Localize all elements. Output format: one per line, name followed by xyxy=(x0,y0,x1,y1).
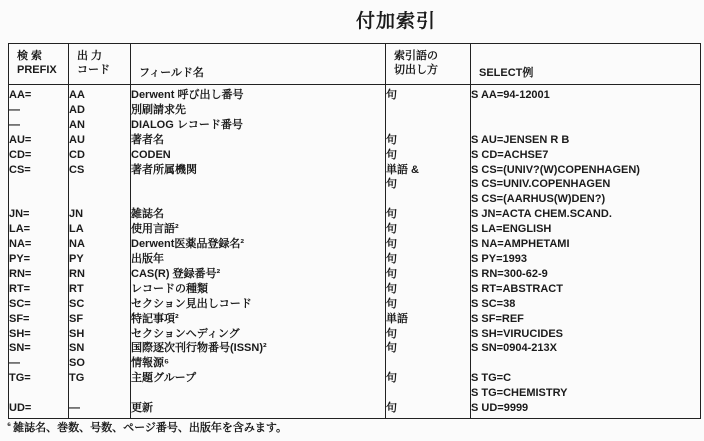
parsing-cell: 単語 & xyxy=(386,163,471,178)
parsing-cell xyxy=(386,386,471,401)
parsing-cell: 句 xyxy=(386,177,471,192)
output-code-cell: TG xyxy=(69,371,131,386)
output-code-cell: CS xyxy=(69,163,131,178)
output-code-cell: AU xyxy=(69,133,131,148)
col-header-search-prefix-en: PREFIX xyxy=(17,64,57,76)
table-row xyxy=(9,222,701,237)
output-code-cell xyxy=(69,192,131,207)
col-header-select-example: SELECT例 xyxy=(471,44,701,85)
field-name-cell: Derwent 呼び出し番号 xyxy=(131,85,386,103)
parsing-cell xyxy=(386,103,471,118)
col-header-output-code-line2: コード xyxy=(77,64,110,76)
col-header-parsing-line1: 索引語の xyxy=(394,50,438,62)
select-example-cell: S SC=38 xyxy=(471,297,701,312)
field-name-cell: 雑誌名 xyxy=(131,207,386,222)
parsing-cell: 句 xyxy=(386,133,471,148)
table-row xyxy=(9,356,701,371)
search-prefix-cell: SN= xyxy=(9,341,69,356)
table-row xyxy=(9,282,701,297)
output-code-cell: CD xyxy=(69,148,131,163)
parsing-cell: 句 xyxy=(386,371,471,386)
select-example-cell: S NA=AMPHETAMI xyxy=(471,237,701,252)
select-example-cell: S CD=ACHSE7 xyxy=(471,148,701,163)
output-code-cell: SO xyxy=(69,356,131,371)
select-example-cell: S CS=(AARHUS(W)DEN?) xyxy=(471,192,701,207)
table-row xyxy=(9,118,701,133)
table-row xyxy=(9,252,701,267)
field-name-cell: 主題グループ xyxy=(131,371,386,386)
output-code-cell: AD xyxy=(69,103,131,118)
field-name-cell: セクションヘディング xyxy=(131,327,386,342)
table-row xyxy=(9,85,701,103)
table-row xyxy=(9,312,701,327)
output-code-cell: SH xyxy=(69,327,131,342)
select-example-cell: S JN=ACTA CHEM.SCAND. xyxy=(471,207,701,222)
output-code-cell: SN xyxy=(69,341,131,356)
search-prefix-cell: JN= xyxy=(9,207,69,222)
parsing-cell: 句 xyxy=(386,237,471,252)
col-header-field-name: フィールド名 xyxy=(131,44,386,85)
col-header-search-prefix-jp: 検 索 xyxy=(17,50,43,62)
field-name-cell: 国際逐次刊行物番号(ISSN)² xyxy=(131,341,386,356)
select-example-cell: S TG=CHEMISTRY xyxy=(471,386,701,401)
search-prefix-cell: AA= xyxy=(9,85,69,103)
field-name-cell: レコードの種類 xyxy=(131,282,386,297)
col-header-parsing-line2: 切出し方 xyxy=(394,64,438,76)
table-row xyxy=(9,103,701,118)
select-example-cell: S LA=ENGLISH xyxy=(471,222,701,237)
search-prefix-cell xyxy=(9,386,69,401)
table-row xyxy=(9,148,701,163)
select-example-cell: S PY=1993 xyxy=(471,252,701,267)
output-code-cell: SF xyxy=(69,312,131,327)
footnote xyxy=(7,419,287,435)
footnote-marker: ⁶ xyxy=(7,420,12,430)
search-prefix-cell: SH= xyxy=(9,327,69,342)
col-header-parsing xyxy=(386,44,471,85)
field-name-cell: 別刷請求先 xyxy=(131,103,386,118)
search-prefix-cell: SF= xyxy=(9,312,69,327)
output-code-cell: PY xyxy=(69,252,131,267)
table-row xyxy=(9,163,701,178)
search-prefix-cell: — xyxy=(9,103,69,118)
parsing-cell: 句 xyxy=(386,282,471,297)
select-example-cell: S AU=JENSEN R B xyxy=(471,133,701,148)
table-row xyxy=(9,386,701,401)
output-code-cell: SC xyxy=(69,297,131,312)
parsing-cell xyxy=(386,118,471,133)
parsing-cell: 句 xyxy=(386,252,471,267)
output-code-cell: AA xyxy=(69,85,131,103)
search-prefix-cell: SC= xyxy=(9,297,69,312)
parsing-cell: 単語 xyxy=(386,312,471,327)
output-code-cell: JN xyxy=(69,207,131,222)
search-prefix-cell: RT= xyxy=(9,282,69,297)
search-prefix-cell: NA= xyxy=(9,237,69,252)
select-example-cell xyxy=(471,118,701,133)
select-example-cell: S RT=ABSTRACT xyxy=(471,282,701,297)
select-example-cell: S AA=94-12001 xyxy=(471,85,701,103)
search-prefix-cell xyxy=(9,177,69,192)
output-code-cell: RN xyxy=(69,267,131,282)
search-prefix-cell: TG= xyxy=(9,371,69,386)
col-header-search-prefix xyxy=(9,44,69,85)
table-row xyxy=(9,327,701,342)
output-code-cell: — xyxy=(69,401,131,418)
output-code-cell: AN xyxy=(69,118,131,133)
parsing-cell: 句 xyxy=(386,222,471,237)
field-name-cell: 情報源⁶ xyxy=(131,356,386,371)
table-body xyxy=(9,85,701,419)
parsing-cell: 句 xyxy=(386,267,471,282)
table-row xyxy=(9,341,701,356)
field-name-cell xyxy=(131,386,386,401)
field-name-cell: DIALOG レコード番号 xyxy=(131,118,386,133)
field-name-cell: 特記事項² xyxy=(131,312,386,327)
output-code-cell xyxy=(69,386,131,401)
field-name-cell: Derwent医薬品登録名² xyxy=(131,237,386,252)
page-title: 付加索引 xyxy=(356,11,437,32)
table-row xyxy=(9,371,701,386)
search-prefix-cell: CS= xyxy=(9,163,69,178)
field-name-cell: 著者名 xyxy=(131,133,386,148)
parsing-cell xyxy=(386,356,471,371)
table-row xyxy=(9,237,701,252)
search-prefix-cell: — xyxy=(9,118,69,133)
table-row xyxy=(9,207,701,222)
parsing-cell: 句 xyxy=(386,85,471,103)
output-code-cell xyxy=(69,177,131,192)
field-name-cell: CAS(R) 登録番号² xyxy=(131,267,386,282)
output-code-cell: LA xyxy=(69,222,131,237)
field-name-cell: 著者所属機関 xyxy=(131,163,386,178)
field-name-cell xyxy=(131,192,386,207)
search-prefix-cell: CD= xyxy=(9,148,69,163)
parsing-cell: 句 xyxy=(386,148,471,163)
select-example-cell: S CS=UNIV.COPENHAGEN xyxy=(471,177,701,192)
field-name-cell: 使用言語² xyxy=(131,222,386,237)
footnote-text: 雑誌名、巻数、号数、ページ番号、出版年を含みます。 xyxy=(13,422,288,434)
field-name-cell: CODEN xyxy=(131,148,386,163)
search-prefix-cell xyxy=(9,192,69,207)
table-row xyxy=(9,177,701,192)
col-header-output-code xyxy=(69,44,131,85)
select-example-cell: S RN=300-62-9 xyxy=(471,267,701,282)
select-example-cell: S SH=VIRUCIDES xyxy=(471,327,701,342)
field-name-cell: 出版年 xyxy=(131,252,386,267)
select-example-cell: S UD=9999 xyxy=(471,401,701,418)
field-name-cell: 更新 xyxy=(131,401,386,418)
parsing-cell xyxy=(386,192,471,207)
parsing-cell: 句 xyxy=(386,297,471,312)
search-prefix-cell: AU= xyxy=(9,133,69,148)
search-prefix-cell: LA= xyxy=(9,222,69,237)
search-prefix-cell: PY= xyxy=(9,252,69,267)
select-example-cell xyxy=(471,356,701,371)
table-row xyxy=(9,192,701,207)
select-example-cell: S TG=C xyxy=(471,371,701,386)
table-row xyxy=(9,267,701,282)
select-example-cell: S CS=(UNIV?(W)COPENHAGEN) xyxy=(471,163,701,178)
output-code-cell: RT xyxy=(69,282,131,297)
search-prefix-cell: RN= xyxy=(9,267,69,282)
table-row xyxy=(9,297,701,312)
parsing-cell: 句 xyxy=(386,327,471,342)
col-header-output-code-line1: 出 力 xyxy=(77,50,103,62)
select-example-cell xyxy=(471,103,701,118)
parsing-cell: 句 xyxy=(386,341,471,356)
search-prefix-cell: — xyxy=(9,356,69,371)
table-header-row xyxy=(9,44,701,85)
table-row xyxy=(9,401,701,418)
field-name-cell xyxy=(131,177,386,192)
search-prefix-cell: UD= xyxy=(9,401,69,418)
output-code-cell: NA xyxy=(69,237,131,252)
select-example-cell: S SF=REF xyxy=(471,312,701,327)
parsing-cell: 句 xyxy=(386,401,471,418)
parsing-cell: 句 xyxy=(386,207,471,222)
table-row xyxy=(9,133,701,148)
field-name-cell: セクション見出しコード xyxy=(131,297,386,312)
select-example-cell: S SN=0904-213X xyxy=(471,341,701,356)
additional-index-table xyxy=(8,43,701,419)
